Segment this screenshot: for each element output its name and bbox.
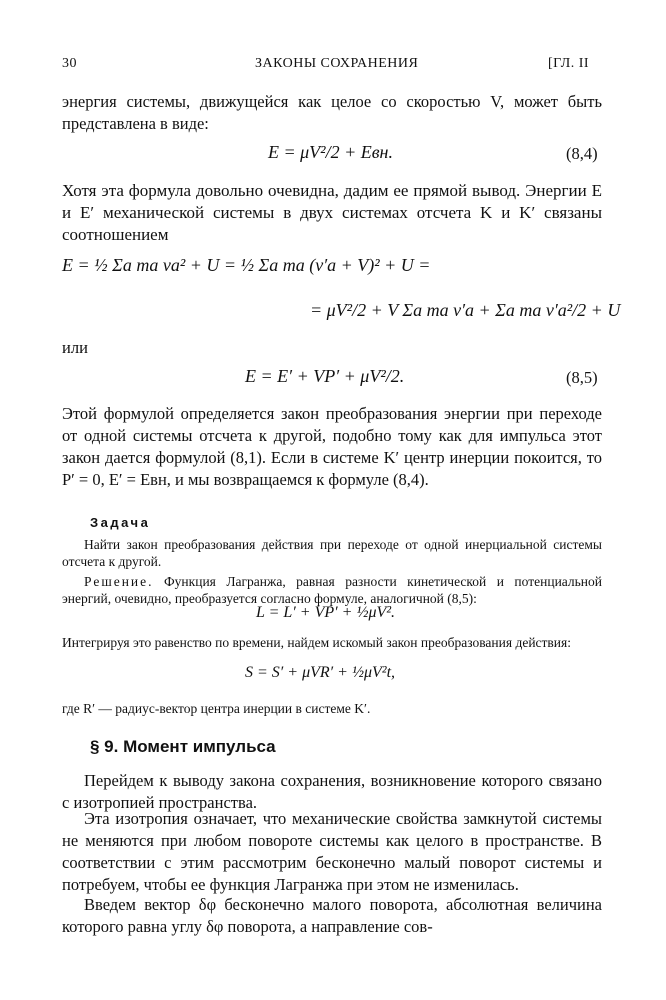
- paragraph-energy-intro: энергия системы, движущейся как целое со скоростью V, может быть представлена в виде:: [62, 92, 602, 133]
- paragraph-transformation: Этой формулой определяется закон преобразования энергии при переходе от одной системы отсчета к другой, подобно тому как для импульса этот закон дается формулой (8,1). Если в системе K′ центр инерции покоится, то P′ = 0, E′ = Eвн, и мы возвращаемся к формуле (8,4).: [62, 404, 602, 489]
- equation-action: S = S′ + μVR′ + ½μV²t,: [245, 664, 396, 681]
- solution-paragraph: [62, 573, 602, 607]
- equation-line-1: E = ½ Σa ma va² + U = ½ Σa ma (v′a + V)² + U =: [62, 255, 431, 275]
- equation-8-5: E = E′ + VP′ + μV²/2.: [245, 366, 405, 386]
- solution-text: Функция Лагранжа, равная разности кинетической и потенциальной энергий, очевидно, преобразуется согласно формуле, аналогичной (8,5):: [62, 574, 603, 606]
- task-heading: Задача: [90, 515, 151, 530]
- paragraph-rotation-vector: Введем вектор δφ бесконечно малого поворота, абсолютная величина которого равна углу δφ поворота, а направление сов-: [62, 895, 602, 936]
- paragraph-isotropy: Эта изотропия означает, что механические свойства замкнутой системы не меняются при любом повороте системы как целого в пространстве. В соответствии с этим рассмотрим бесконечно малый поворот системы и потребуем, чтобы ее функция Лагранжа при этом не изменилась.: [62, 809, 602, 894]
- integrate-text: Интегрируя это равенство по времени, найдем искомый закон преобразования действия:: [62, 635, 571, 650]
- equation-line-2: = μV²/2 + V Σa ma v′a + Σa ma v′a²/2 + U: [310, 300, 621, 320]
- running-title: ЗАКОНЫ СОХРАНЕНИЯ: [255, 56, 419, 71]
- paragraph-angular-intro: Перейдем к выводу закона сохранения, возникновение которого связано с изотропией пространства.: [62, 771, 602, 812]
- chapter-marker: [ГЛ. II: [548, 56, 590, 71]
- equation-label-8-5: (8,5): [566, 368, 598, 387]
- equation-label-8-4: (8,4): [566, 144, 598, 163]
- equation-lagrangian: L = L′ + VP′ + ½μV².: [256, 604, 396, 621]
- or-word: или: [62, 338, 88, 357]
- section-title: § 9. Момент импульса: [90, 737, 276, 756]
- where-text: где R′ — радиус-вектор центра инерции в системе K′.: [62, 701, 371, 716]
- task-text: Найти закон преобразования действия при переходе от одной инерциальной системы отсчета к другой.: [62, 537, 602, 569]
- page-number: 30: [62, 56, 77, 71]
- solution-label: Решение.: [84, 574, 154, 589]
- equation-8-4: E = μV²/2 + Eвн.: [268, 142, 393, 162]
- paragraph-derivation: Хотя эта формула довольно очевидна, дадим ее прямой вывод. Энергии E и E′ механической системы в двух системах отсчета K и K′ связаны соотношением: [62, 181, 602, 244]
